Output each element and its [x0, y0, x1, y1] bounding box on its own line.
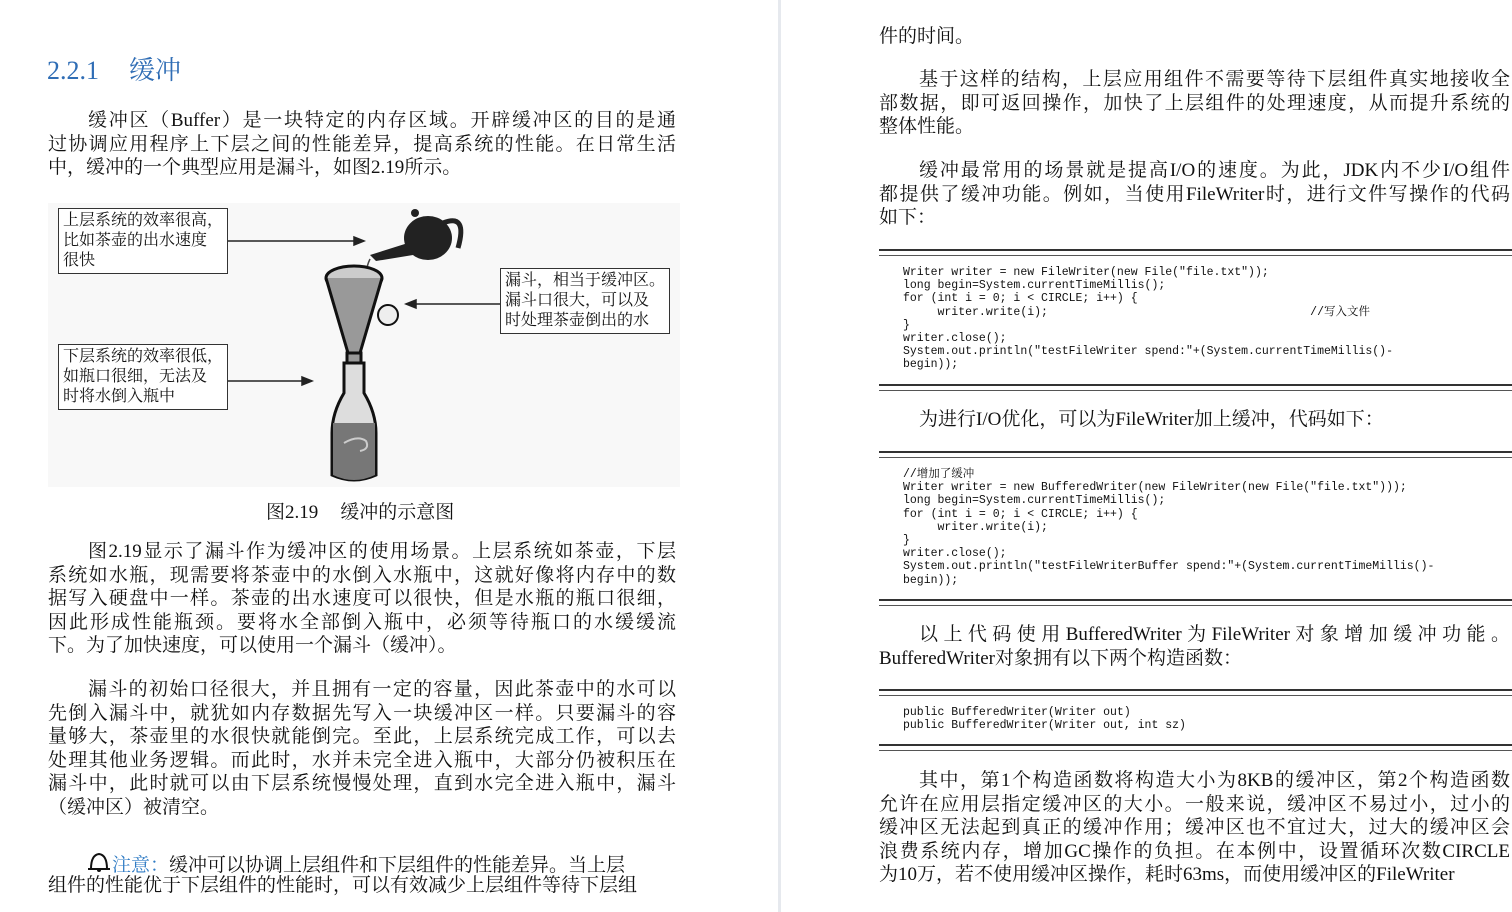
- divider: [879, 599, 1512, 606]
- text-line: BufferedWriter对象拥有以下两个构造函数：: [879, 647, 1242, 669]
- label-line: 比如茶壶的出水速度: [63, 232, 208, 249]
- caption-number: 图2.19: [266, 502, 319, 523]
- label-line: 很快: [63, 252, 96, 269]
- text-line: 因此形成性能瓶颈。要将水全部倒入瓶中，必须等待瓶口的水缓缓流: [48, 611, 676, 633]
- text-line: 基于这样的结构，上层应用组件不需要等待下层组件真实地接收全: [919, 69, 1510, 90]
- text-line: 浪费系统内存，增加GC操作的负担。在本例中，设置循环次数CIRCLE: [879, 840, 1510, 862]
- paragraph: [879, 159, 1510, 230]
- text-line: 漏斗中，此时就可以由下层系统慢慢处理，直到水完全进入瓶中，漏斗: [48, 773, 676, 794]
- text-line: 件的时间。: [879, 26, 975, 47]
- text-line: 系统如水瓶，现需要将茶壶中的水倒入水瓶中，这就好像将内存中的数: [48, 564, 676, 586]
- caption-text: 缓冲的示意图: [340, 502, 455, 523]
- figure-buffer-diagram: [48, 203, 680, 492]
- text-line: 图2.19显示了漏斗作为缓冲区的使用场景。上层系统如茶壶，下层: [88, 541, 676, 562]
- text-line: 为10万，若不使用缓冲区操作，耗时63ms，而使用缓冲区的FileWriter: [879, 864, 1455, 885]
- label-line: 如瓶口很细，无法及: [63, 368, 208, 385]
- divider: [879, 249, 1512, 256]
- text-line: 中，缓冲的一个典型应用是漏斗，如图2.19所示。: [48, 157, 462, 178]
- paragraph: [879, 769, 1510, 887]
- text-line: 整体性能。: [879, 116, 975, 137]
- divider: [879, 384, 1512, 391]
- code-block: [879, 249, 1512, 391]
- label-line: 上层系统的效率很高，: [63, 212, 224, 229]
- code-text: public BufferedWriter(Writer out) public BufferedWriter(Writer out, int sz): [903, 706, 1186, 733]
- section-heading: [47, 50, 211, 87]
- note-text: 组件的性能优于下层组件的性能时，可以有效减少上层组件等待下层组: [48, 874, 638, 896]
- label-line: 下层系统的效率很低，: [63, 348, 224, 365]
- text-line: 都提供了缓冲功能。例如，当使用FileWriter时，进行文件写操作的代码: [879, 183, 1510, 205]
- code-text: Writer writer = new FileWriter(new File("file.txt")); long begin=System.currentTimeMillis(); for (int i = 0; i < CIRCLE; i++) { writer.write(i); //写入文件 } writer.close(); System.out.println("testFileWriter spend:"+(System.currentTimeMillis()- begin));: [903, 266, 1393, 372]
- text-line: 处理其他业务逻辑。而此时，水并未完全进入瓶中，大部分仍被积压在: [48, 749, 676, 771]
- paragraph: [879, 408, 1510, 432]
- text-line: 以上代码使用BufferedWriter为FileWriter对象增加缓冲功能。: [919, 624, 1510, 645]
- paragraph: [48, 540, 676, 658]
- paragraph: [879, 68, 1510, 139]
- text-line: 部数据，即可返回操作，加快了上层组件的处理速度，从而提升系统的: [879, 92, 1510, 114]
- divider: [879, 689, 1512, 696]
- text-line: 为进行I/O优化，可以为FileWriter加上缓冲，代码如下：: [919, 409, 1384, 430]
- paragraph: [879, 623, 1510, 670]
- text-line: 其中，第1个构造函数将构造大小为8KB的缓冲区，第2个构造函数: [919, 770, 1510, 791]
- text-line: 过协调应用程序上下层之间的性能差异，提高系统的性能。在日常生活: [48, 133, 676, 155]
- label-lower-system: [58, 344, 228, 410]
- note-text: 缓冲可以协调上层组件和下层组件的性能差异。当上层: [169, 855, 626, 876]
- section-number: 2.2.1: [47, 56, 99, 85]
- paragraph: [879, 25, 1510, 49]
- paragraph: [48, 109, 676, 180]
- text-line: 缓冲区无法起到真正的缓冲作用；缓冲区也不宜过大，过大的缓冲区会: [879, 817, 1510, 838]
- label-funnel: [500, 268, 670, 334]
- label-line: 时将水倒入瓶中: [63, 388, 176, 405]
- code-block: [879, 451, 1512, 606]
- section-title: 缓冲: [129, 56, 182, 85]
- note-label: 注意：: [112, 855, 170, 876]
- text-line: 漏斗的初始口径很大，并且拥有一定的容量，因此茶壶中的水可以: [88, 679, 676, 700]
- figure-caption: [266, 497, 476, 524]
- paragraph: [48, 678, 676, 819]
- label-line: 时处理茶壶倒出的水: [505, 312, 650, 329]
- code-block: [879, 689, 1512, 751]
- divider: [879, 451, 1512, 458]
- text-line: 缓冲区（Buffer）是一块特定的内存区域。开辟缓冲区的目的是通: [88, 110, 676, 131]
- text-line: 如下：: [879, 207, 937, 228]
- label-line: 漏斗，相当于缓冲区。: [505, 272, 666, 289]
- text-line: 量够大，茶壶里的水很快就能倒完。至此，上层系统完成工作，可以去: [48, 726, 676, 747]
- text-line: 允许在应用层指定缓冲区的大小。一般来说，缓冲区不易过小，过小的: [879, 793, 1510, 815]
- text-line: 据写入硬盘中一样。茶壶的出水速度可以很快，但是水瓶的瓶口很细，: [48, 588, 676, 609]
- text-line: 先倒入漏斗中，就犹如内存数据先写入一块缓冲区一样。只要漏斗的容: [48, 702, 676, 724]
- label-line: 漏斗口很大，可以及: [505, 292, 650, 309]
- text-line: 缓冲最常用的场景就是提高I/O的速度。为此，JDK内不少I/O组件: [919, 160, 1510, 181]
- code-text: //增加了缓冲 Writer writer = new BufferedWriter(new FileWriter(new File("file.txt"))); long begin=System.currentTimeMillis(); for (int i = 0; i < CIRCLE; i++) { writer.write(i); } writer.close(); System.out.println("testFileWriterBuffer spend:"+(System.currentTimeMillis()- begin));: [903, 468, 1435, 587]
- divider: [879, 744, 1512, 751]
- label-upper-system: [58, 208, 228, 274]
- text-line: 下。为了加快速度，可以使用一个漏斗（缓冲）。: [48, 635, 457, 656]
- bell-icon: [86, 850, 112, 874]
- text-line: （缓冲区）被清空。: [48, 796, 220, 818]
- note: [48, 850, 676, 897]
